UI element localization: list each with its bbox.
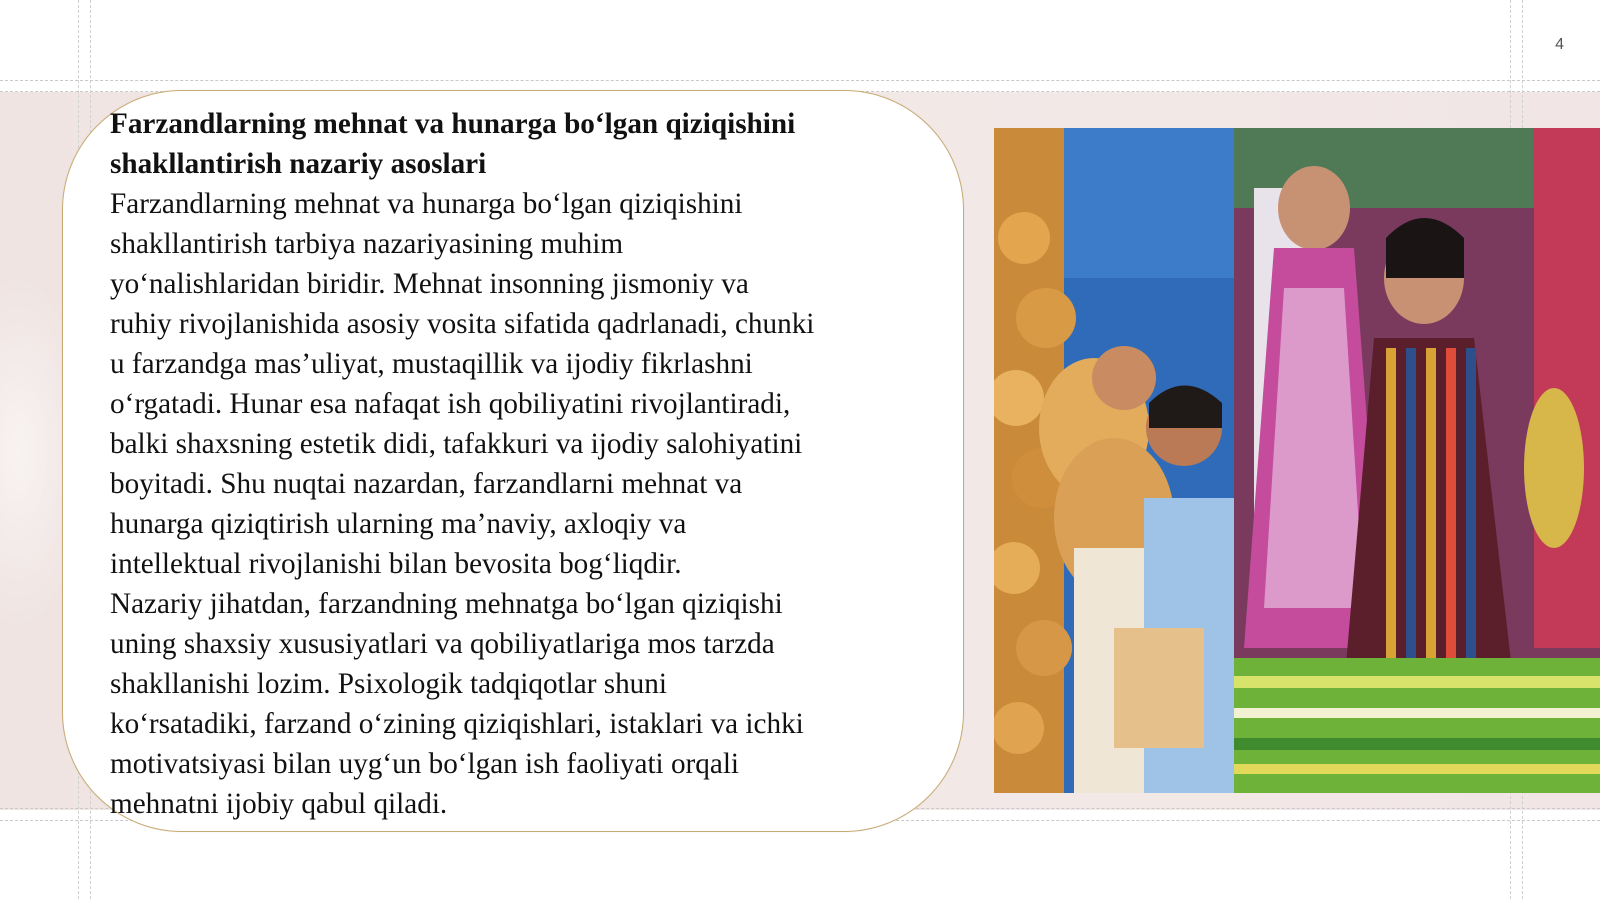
text-content (110, 104, 930, 824)
text-line: Farzandlarning mehnat va hunarga boʻlgan qiziqishini (110, 188, 743, 220)
text-line: shakllanishi lozim. Psixologik tadqiqotlar shuni (110, 668, 667, 700)
text-line: motivatsiyasi bilan uygʻun boʻlgan ish faoliyati orqali (110, 748, 740, 780)
slide-heading (110, 104, 930, 184)
heading-line: Farzandlarning mehnat va hunarga boʻlgan qiziqishini (110, 108, 796, 140)
text-line: uning shaxsiy xususiyatlari va qobiliyatlariga mos tarzda (110, 628, 775, 660)
heading-line: shakllantirish nazariy asoslari (110, 148, 487, 180)
text-line: oʻrgatadi. Hunar esa nafaqat ish qobiliyatini rivojlantiradi, (110, 388, 791, 420)
text-line: intellektual rivojlanishi bilan bevosita bogʻliqdir. (110, 548, 682, 580)
paragraph-2 (110, 584, 930, 824)
collage-photo (994, 128, 1600, 793)
text-line: mehnatni ijobiy qabul qiladi. (110, 788, 448, 820)
text-line: hunarga qiziqtirish ularning ma’naviy, axloqiy va (110, 508, 687, 540)
text-line: Nazariy jihatdan, farzandning mehnatga boʻlgan qiziqishi (110, 588, 783, 620)
page-number: 4 (1555, 36, 1564, 53)
text-line: u farzandga mas’uliyat, mustaqillik va ijodiy fikrlashni (110, 348, 753, 380)
text-line: balki shaxsning estetik didi, tafakkuri va ijodiy salohiyatini (110, 428, 803, 460)
text-line: ruhiy rivojlanishida asosiy vosita sifatida qadrlanadi, chunki (110, 308, 815, 340)
text-line: koʻrsatadiki, farzand oʻzining qiziqishlari, istaklari va ichki (110, 708, 804, 740)
text-line: boyitadi. Shu nuqtai nazardan, farzandlarni mehnat va (110, 468, 743, 500)
paragraph-1 (110, 184, 930, 584)
text-line: shakllantirish tarbiya nazariyasining muhim (110, 228, 624, 260)
guide-line (0, 80, 1600, 81)
text-line: yoʻnalishlaridan biridir. Mehnat insonning jismoniy va (110, 268, 749, 300)
